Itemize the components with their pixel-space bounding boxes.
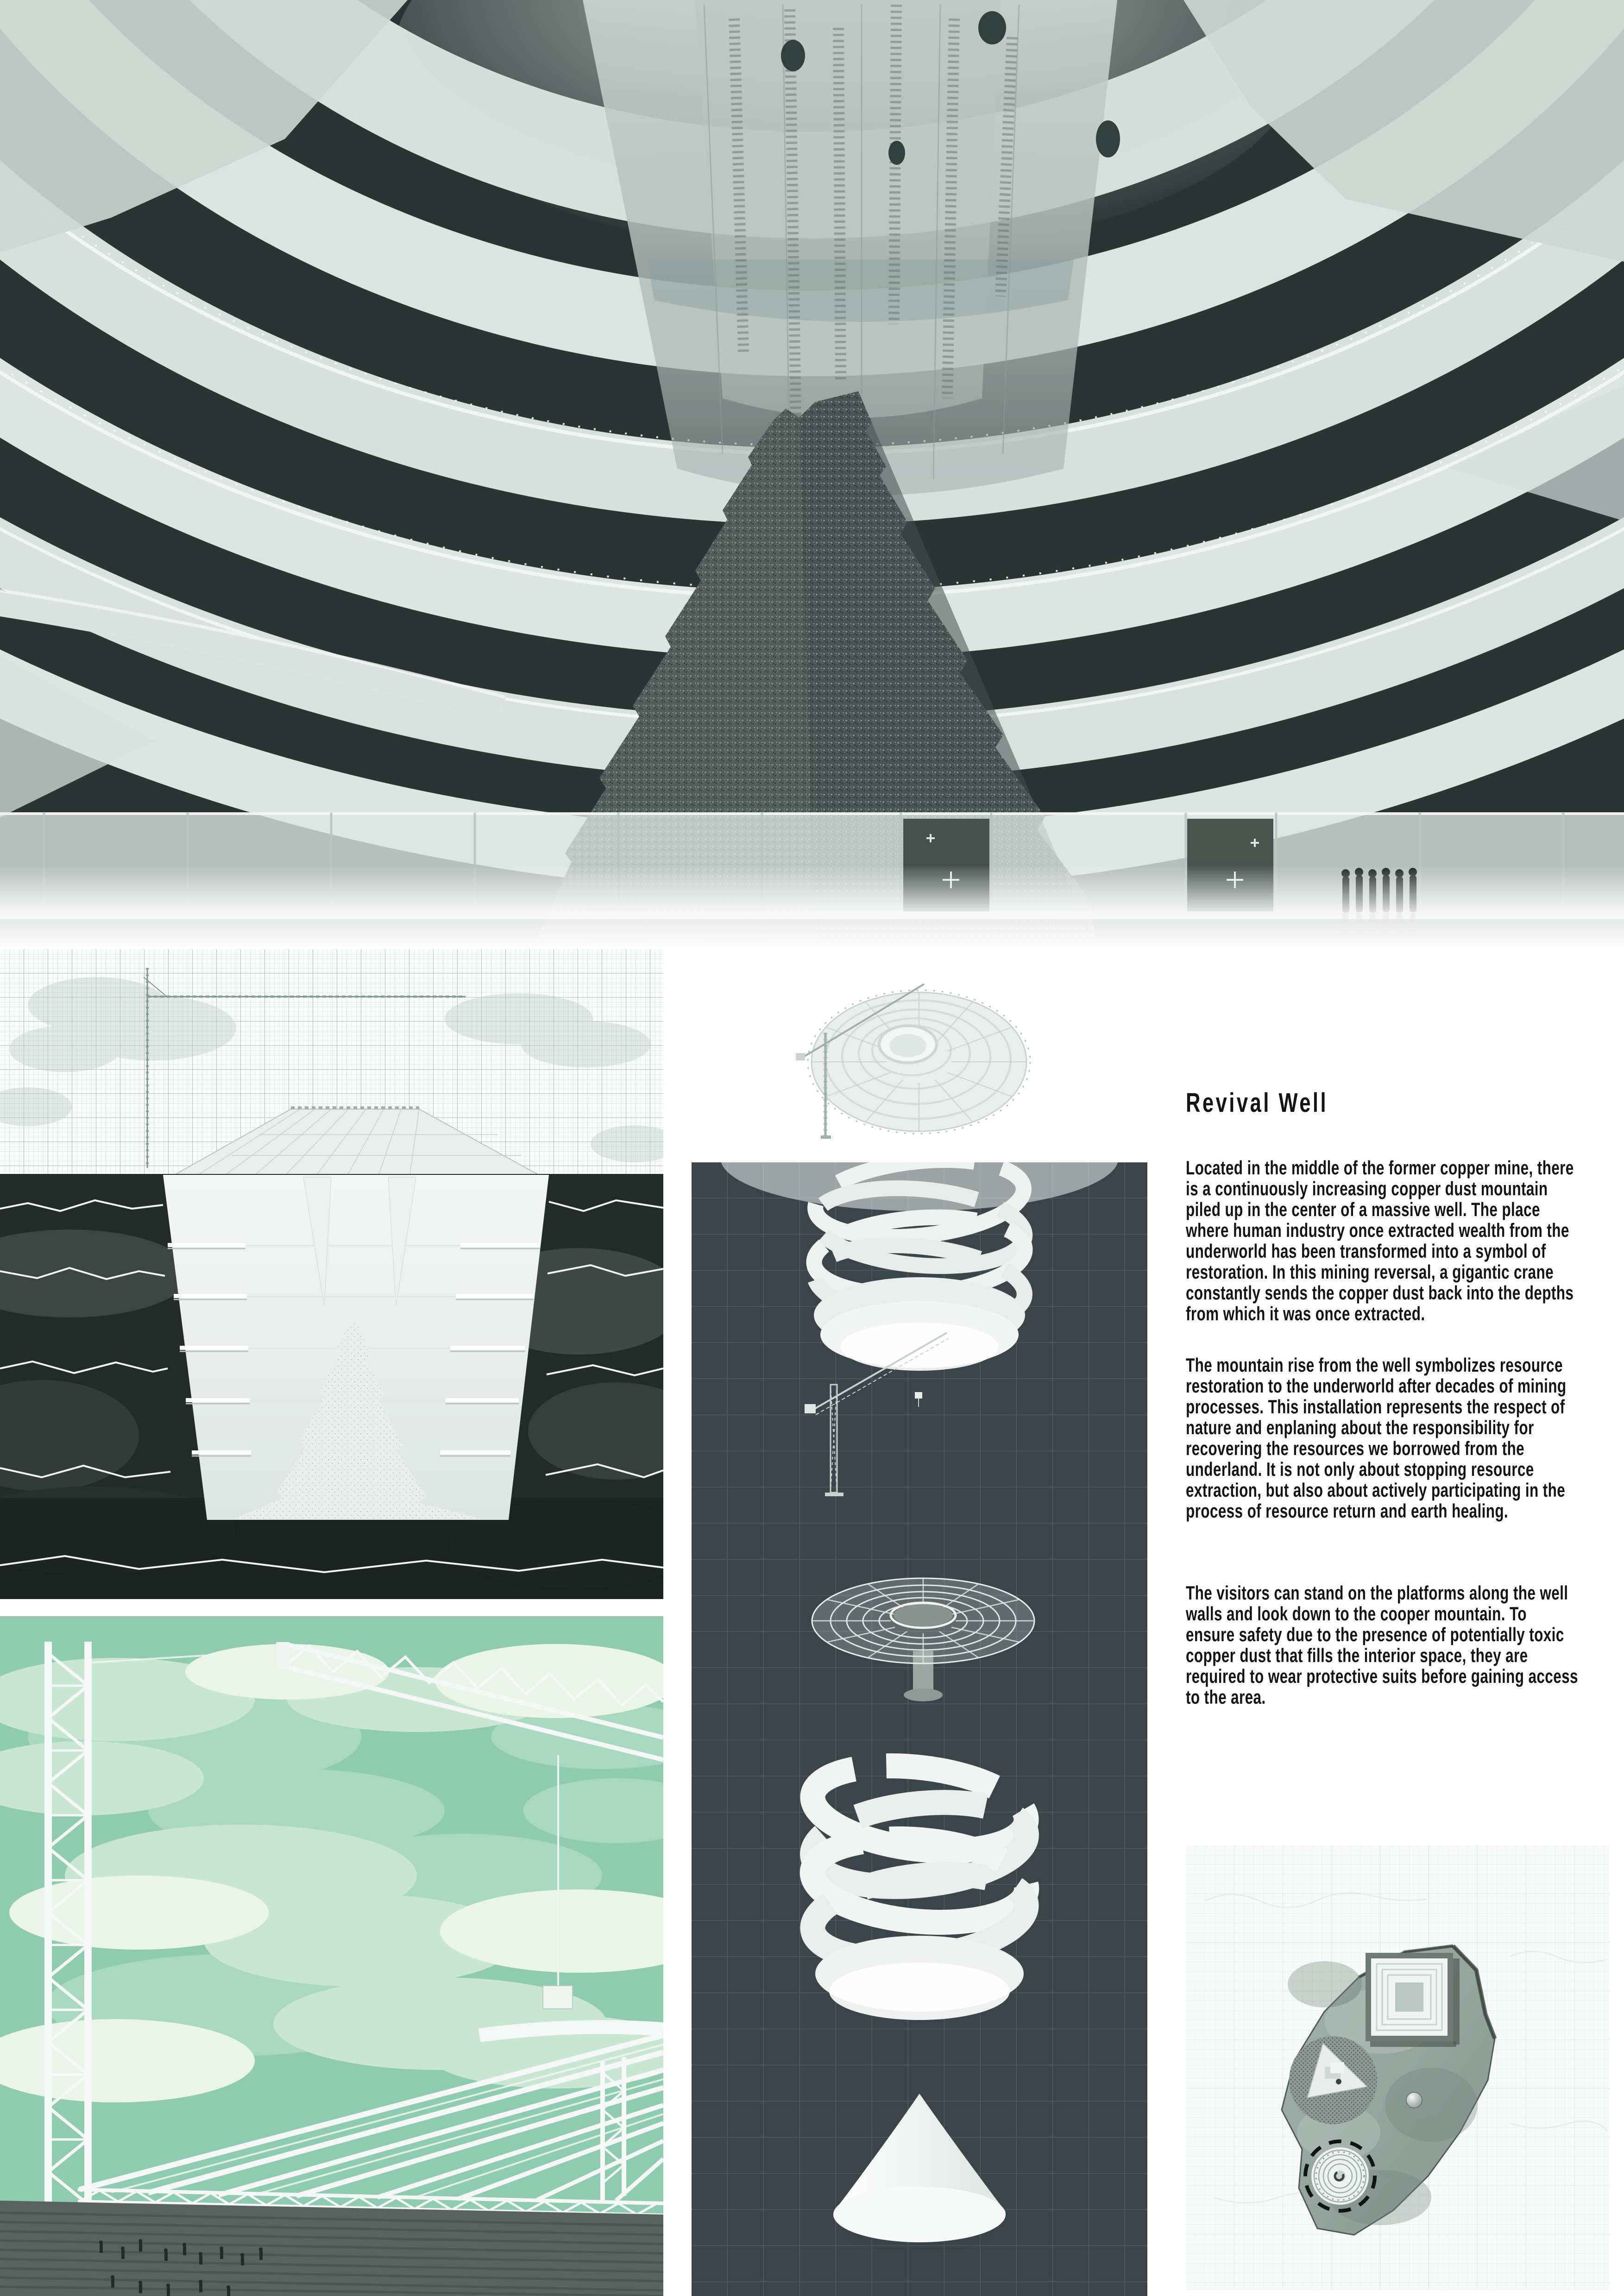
exploded-axon-figure xyxy=(692,1162,1147,2296)
site-plan-figure xyxy=(1186,1845,1610,2290)
well-interior-render xyxy=(0,0,1624,949)
ground-plaza xyxy=(0,2201,663,2296)
disc-oculus xyxy=(894,1604,953,1626)
roof-construction-render xyxy=(0,1616,663,2296)
building-court xyxy=(1395,1982,1423,2012)
well-section-drawing xyxy=(0,949,663,1599)
project-description xyxy=(1186,1087,1579,1738)
exploded-axon-panel xyxy=(692,1162,1147,2296)
hero-render-figure xyxy=(0,0,1624,949)
well-cavity xyxy=(163,1175,549,1520)
site-plan xyxy=(1186,1845,1610,2290)
plan-sphere xyxy=(1406,2092,1422,2108)
canopy-roof-axon xyxy=(690,945,1149,1162)
canopy-dome xyxy=(808,990,1030,1134)
construction-render-figure xyxy=(0,1616,663,2296)
description-paragraph-1: Located in the middle of the former copper mine, there is a continuously increasing copper dust mountain piled up in the center of a massive well. The place where human industry once extracted wealth from the underworld has been transformed into a symbol of restoration. In this mining reversal, a gigantic crane constantly sends the copper dust back into the depths from which it was once extracted. xyxy=(1186,1157,1574,1324)
hoisted-load xyxy=(543,1986,573,2009)
project-title: Revival Well xyxy=(1186,1088,1328,1118)
crane-counterweight xyxy=(805,1404,816,1413)
description-paragraph-2: The mountain rise from the well symbolizes resource restoration to the underworld after decades of mining processes. This installation represents the respect of nature and enplaning about the responsibility for recovering the resources we borrowed from the underland. It is not only about stopping resource extraction, but also about actively participating in the process of resource return and earth healing. xyxy=(1186,1354,1567,1522)
description-paragraph-3: The visitors can stand on the platforms along the well walls and look down to the cooper mountain. To ensure safety due to the presence of potentially toxic copper dust that fills the interior space, they are required to wear protective suits before gaining access to the area. xyxy=(1186,1582,1578,1708)
crane-hook-block xyxy=(915,1392,922,1399)
section-drawing-figure xyxy=(0,949,663,1599)
canopy-axon-figure xyxy=(690,945,1149,1162)
plan-hatched-circle xyxy=(1289,2036,1377,2124)
bottom-fade xyxy=(0,865,1624,949)
plan-square-building xyxy=(1366,1953,1460,2047)
